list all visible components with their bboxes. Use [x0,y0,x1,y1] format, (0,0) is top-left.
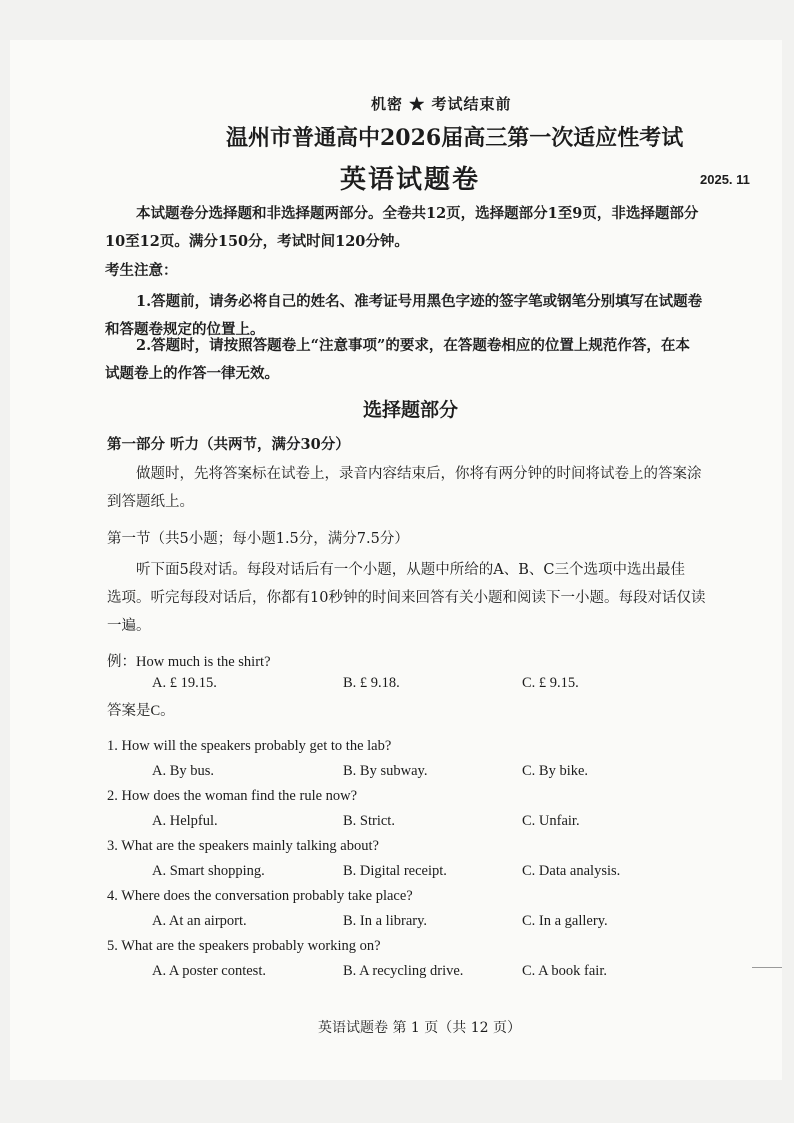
notice-item-2-line-2: 试题卷上的作答一律无效。 [105,365,279,382]
exam-date: 2025. 11 [700,172,750,187]
question-5-option-b: B. A recycling drive. [343,963,464,979]
part1-instruction-line-2: 到答题纸上。 [107,494,194,510]
question-3: 3. What are the speakers mainly talking about? [107,838,379,854]
notice-heading: 考生注意： [105,262,178,279]
section-title: 选择题部分 [363,399,459,421]
notice-item-1-line-2: 和答题卷规定的位置上。 [105,321,265,338]
example-question: 例：How much is the shirt? [107,654,271,670]
notice-item-1-line-1: 1.答题前，请务必将自己的姓名、准考证号用黑色字迹的签字笔或钢笔分别填写在试题卷 [136,293,703,310]
question-1-option-c: C. By bike. [522,763,589,779]
question-1-option-b: B. By subway. [343,763,428,779]
intro-line-2: 10至12页。满分150分，考试时间120分钟。 [105,233,409,250]
question-1-option-a: A. By bus. [152,763,215,779]
question-5-option-c: C. A book fair. [522,963,607,979]
example-option-c: C. £ 9.15. [522,675,579,691]
part1-heading: 第一部分 听力（共两节，满分30分） [107,436,350,453]
section1-instruction-line-2: 选项。听完每段对话后，你都有10秒钟的时间来回答有关小题和阅读下一小题。每段对话仅读 [107,590,706,606]
exam-title: 温州市普通高中2026届高三第一次适应性考试 [226,125,684,151]
question-2-option-c: C. Unfair. [522,813,580,829]
question-4-option-b: B. In a library. [343,913,428,929]
question-2-option-b: B. Strict. [343,813,395,829]
question-3-option-b: B. Digital receipt. [343,863,447,879]
intro-line-1: 本试题卷分选择题和非选择题两部分。全卷共12页，选择题部分1至9页，非选择题部分 [136,205,699,222]
question-4: 4. Where does the conversation probably take place? [107,888,413,904]
section1-instruction-line-3: 一遍。 [107,618,151,634]
paper-subtitle: 英语试题卷 [340,165,481,195]
section1-instruction-line-1: 听下面5段对话。每段对话后有一个小题，从题中所给的A、B、C三个选项中选出最佳 [136,562,685,578]
question-3-option-a: A. Smart shopping. [152,863,265,879]
part1-instruction-line-1: 做题时，先将答案标在试卷上，录音内容结束后，你将有两分钟的时间将试卷上的答案涂 [136,466,702,482]
question-2: 2. How does the woman find the rule now? [107,788,358,804]
question-4-option-c: C. In a gallery. [522,913,608,929]
question-5: 5. What are the speakers probably working on? [107,938,381,954]
question-5-option-a: A. A poster contest. [152,963,266,979]
question-3-option-c: C. Data analysis. [522,863,621,879]
example-option-b: B. £ 9.18. [343,675,400,691]
question-4-option-a: A. At an airport. [152,913,247,929]
question-1: 1. How will the speakers probably get to the lab? [107,738,392,754]
example-answer: 答案是C。 [107,703,175,719]
example-option-a: A. £ 19.15. [152,675,217,691]
section1-heading: 第一节（共5小题；每小题1.5分，满分7.5分） [107,531,409,547]
scan-mark [752,967,782,968]
confidential-label: 机密 ★ 考试结束前 [371,95,512,113]
question-2-option-a: A. Helpful. [152,813,218,829]
notice-item-2-line-1: 2.答题时，请按照答题卷上“注意事项”的要求，在答题卷相应的位置上规范作答，在本 [136,337,690,354]
page-footer: 英语试题卷 第 1 页（共 12 页） [318,1020,521,1036]
